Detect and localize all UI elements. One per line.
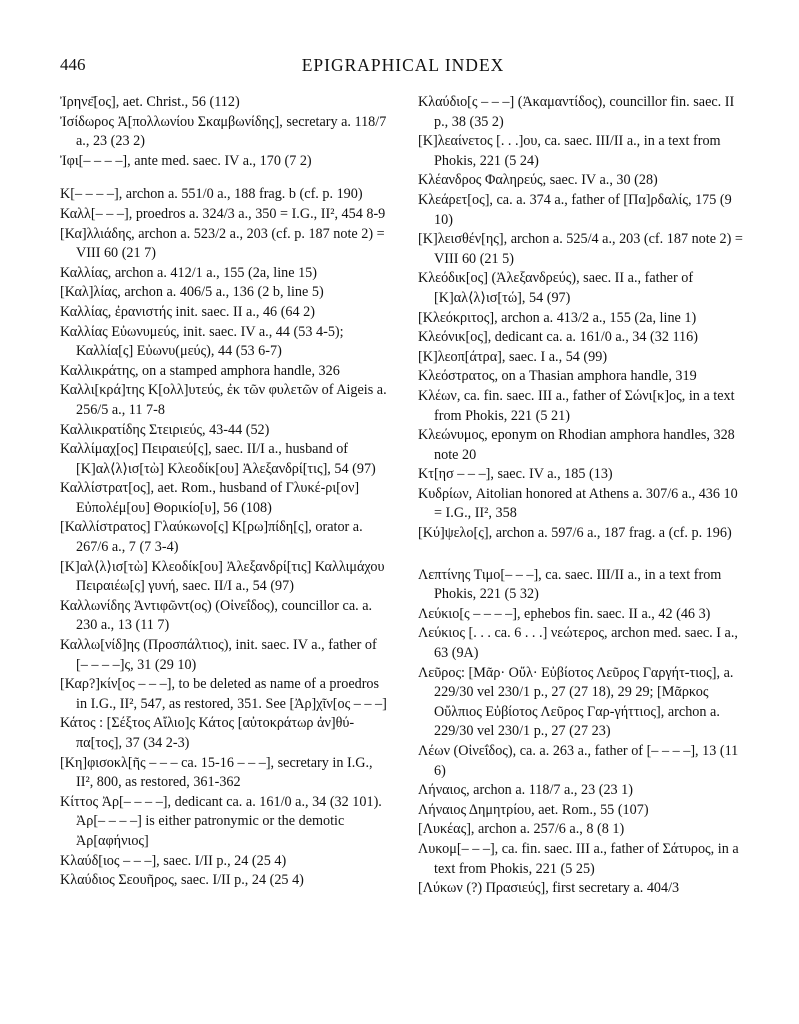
- index-entry: Κίττος Ἀρ[– – – –], dedicant ca. a. 161/0 a., 34 (32 101). Ἀρ[– – – –] is either patronymic or the demotic Ἀρ[αφήνιος]: [60, 793, 382, 849]
- index-entry: [Κ]αλ⟨λ⟩ισ[τὼ] Κλεοδίκ[ου] Ἀλεξανδρί[τις] Καλλιμάχου Πειραιέω[ς] γυνή, saec. II/I a., 54 (97): [60, 558, 385, 595]
- index-entry: Κάτος : [Σέξτος Αἴλιο]ς Κάτος [αὐτοκράτωρ ἀν]θύ-πα[τος], 37 (34 2-3): [60, 715, 355, 751]
- index-entry: Λεπτίνης Τιμο[– – –], ca. saec. III/II a., in a text from Phokis, 221 (5 32): [418, 566, 722, 603]
- index-entry: [Κ]λεοπ[άτρα], saec. I a., 54 (99): [418, 348, 608, 365]
- index-entry: Κλέανδρος Φαληρεύς, saec. IV a., 30 (28): [418, 172, 658, 189]
- index-entry: Κ[– – – –], archon a. 551/0 a., 188 frag. b (cf. p. 190): [60, 186, 363, 203]
- index-entry: Λήναιος Δημητρίου, aet. Rom., 55 (107): [418, 801, 649, 818]
- index-entry: Λυκομ[– – –], ca. fin. saec. III a., father of Σάτυρος, in a text from Phokis, 221 (5 25): [418, 840, 739, 877]
- index-entry: Ἰφι[– – – –], ante med. saec. IV a., 170 (7 2): [60, 152, 312, 169]
- index-entry: [Καλ]λίας, archon a. 406/5 a., 136 (2 b, line 5): [60, 284, 324, 301]
- index-entry: Κλαύδιος Σεουῆρος, saec. I/II p., 24 (25 4): [60, 872, 304, 889]
- index-entry: Κλεώνυμος, eponym on Rhodian amphora handles, 328 note 20: [418, 427, 735, 463]
- index-entry: [Λύκων (?) Πρασιεύς], first secretary a. 404/3: [418, 880, 680, 897]
- index-entry: Λήναιος, archon a. 118/7 a., 23 (23 1): [418, 782, 634, 799]
- index-entry: Κλεόνικ[ος], dedicant ca. a. 161/0 a., 34 (32 116): [418, 329, 698, 346]
- index-entry: Λεῦρος: [Μᾶρ· Οὔλ· Εὐβίοτος Λεῦρος Γαργήτ-τιος], a. 229/30 vel 230/1 p., 27 (27 18), 29 29; [Μᾶρκος Οὔλπιος Εὐβίοτος Λεῦρος Γαρ-γήττιος], archon a. 229/30 vel 230/1 p., 27 (27 23): [418, 664, 734, 740]
- index-entry: [Καλλίστρατος] Γλαύκωνο[ς] Κ[ρω]πίδη[ς], orator a. 267/6 a., 7 (7 3-4): [60, 519, 363, 556]
- index-entry: [Κα]λλιάδης, archon a. 523/2 a., 203 (cf. p. 187 note 2) = VIII 60 (21 7): [60, 225, 385, 262]
- index-entry: [Κ]λεισθέν[ης], archon a. 525/4 a., 203 (cf. 187 note 2) = VIII 60 (21 5): [418, 231, 743, 267]
- index-entry: Καλλίας Εὐωνυμεύς, init. saec. IV a., 44 (53 4-5); Καλλία[ς] Εὐωνυ(μεύς), 44 (53 6-7): [60, 323, 344, 360]
- index-entry: Καλλωνίδης Ἀντιφῶντ(ος) (Οἰνεΐδος), councillor ca. a. 230 a., 13 (11 7): [60, 597, 373, 634]
- index-entry: Λεύκιο[ς – – – –], ephebos fin. saec. II a., 42 (46 3): [418, 605, 711, 622]
- index-entry: Καλλικράτης, on a stamped amphora handle, 326: [60, 362, 340, 379]
- page-title: EPIGRAPHICAL INDEX: [301, 55, 505, 75]
- index-entry: Ἰσίδωρος Ἀ[πολλωνίου Σκαμβωνίδης], secretary a. 118/7 a., 23 (23 2): [60, 113, 387, 150]
- index-entry: Καλλίστρατ[ος], aet. Rom., husband of Γλυκέ-ρι[ον] Εὐπολέμ[ου] Θορικίο[υ], 56 (108): [60, 480, 360, 516]
- index-entry: Λεύκιος [. . . ca. 6 . . .] νεώτερος, archon med. saec. I a., 63 (9A): [418, 625, 738, 662]
- index-entry: Κλεάρετ[ος], ca. a. 374 a., father of [Πα]ρδαλίς, 175 (9 10): [418, 191, 732, 228]
- index-entry: [Κλεόκριτος], archon a. 413/2 a., 155 (2a, line 1): [418, 309, 697, 326]
- page-header: [60, 55, 746, 81]
- index-entry: Καλλι[κρά]της Κ[ολλ]υτεύς, ἐκ τῶν φυλετῶν of Aigeis a. 256/5 a., 11 7-8: [60, 382, 387, 418]
- index-entry: Λέων (Οἰνεΐδος), ca. a. 263 a., father of [– – – –], 13 (11 6): [418, 743, 739, 779]
- index-entry: Καλλ[– – –], proedros a. 324/3 a., 350 = I.G., II², 454 8-9: [60, 205, 386, 222]
- index-entry: [Λυκέας], archon a. 257/6 a., 8 (8 1): [418, 821, 625, 838]
- index-entry: Κτ[ησ – – –], saec. IV a., 185 (13): [418, 466, 613, 483]
- index-entry: Καλλίας, archon a. 412/1 a., 155 (2a, line 15): [60, 264, 317, 281]
- index-entry: [Κύ]ψελο[ς], archon a. 597/6 a., 187 frag. a (cf. p. 196): [418, 525, 732, 542]
- index-entry: Καλλω[νίδ]ης (Προσπάλτιος), init. saec. IV a., father of [– – – –]ς, 31 (29 10): [60, 637, 377, 673]
- right-column: [418, 93, 746, 899]
- index-entry: [Κ]λεαίνετος [. . .]ου, ca. saec. III/II a., in a text from Phokis, 221 (5 24): [418, 133, 721, 169]
- group-separator: [60, 171, 388, 185]
- index-entry: Ἰρηνε̄[ος], aet. Christ., 56 (112): [60, 94, 240, 110]
- index-entry: Κλαύδ[ιος – – –], saec. I/II p., 24 (25 4): [60, 852, 287, 869]
- index-entry: [Καρ?]κίν[ος – – –], to be deleted as name of a proedros in I.G., II², 547, as restored, 351. See [Ἀρ]χῖν[ος – – –]: [60, 676, 387, 712]
- letter-group-separator: [418, 544, 746, 566]
- left-column: [60, 93, 388, 891]
- index-entry: Κλεόστρατος, on a Thasian amphora handle, 319: [418, 368, 697, 385]
- index-entry: Καλλίμαχ[ος] Πειραιεύ[ς], saec. II/I a., husband of [Κ]αλ⟨λ⟩ισ[τὼ] Κλεοδίκ[ου] Ἀλεξανδρί[τις], 54 (97): [60, 441, 376, 477]
- index-entry: Κλαύδιο[ς – – –] (Ἀκαμαντίδος), councillor fin. saec. II p., 38 (35 2): [418, 94, 735, 130]
- index-entry: Καλλίας, ἐρανιστής init. saec. II a., 46 (64 2): [60, 303, 315, 320]
- index-entry: Κλεόδικ[ος] (Ἀλεξανδρεύς), saec. II a., father of [Κ]αλ⟨λ⟩ισ[τώ], 54 (97): [418, 270, 694, 306]
- index-entry: Κλέων, ca. fin. saec. III a., father of Σώνι[κ]ος, in a text from Phokis, 221 (5 21): [418, 387, 735, 424]
- page-number: 446: [60, 55, 86, 74]
- index-entry: [Κη]φισοκλ[ῆς – – – ca. 15-16 – – –], secretary in I.G., II², 800, as restored, 361-362: [60, 754, 373, 791]
- index-entry: Καλλικρατίδης Στειριεύς, 43-44 (52): [60, 421, 270, 438]
- index-entry: Κυδρίων, Aitolian honored at Athens a. 307/6 a., 436 10 = I.G., II², 358: [418, 485, 738, 522]
